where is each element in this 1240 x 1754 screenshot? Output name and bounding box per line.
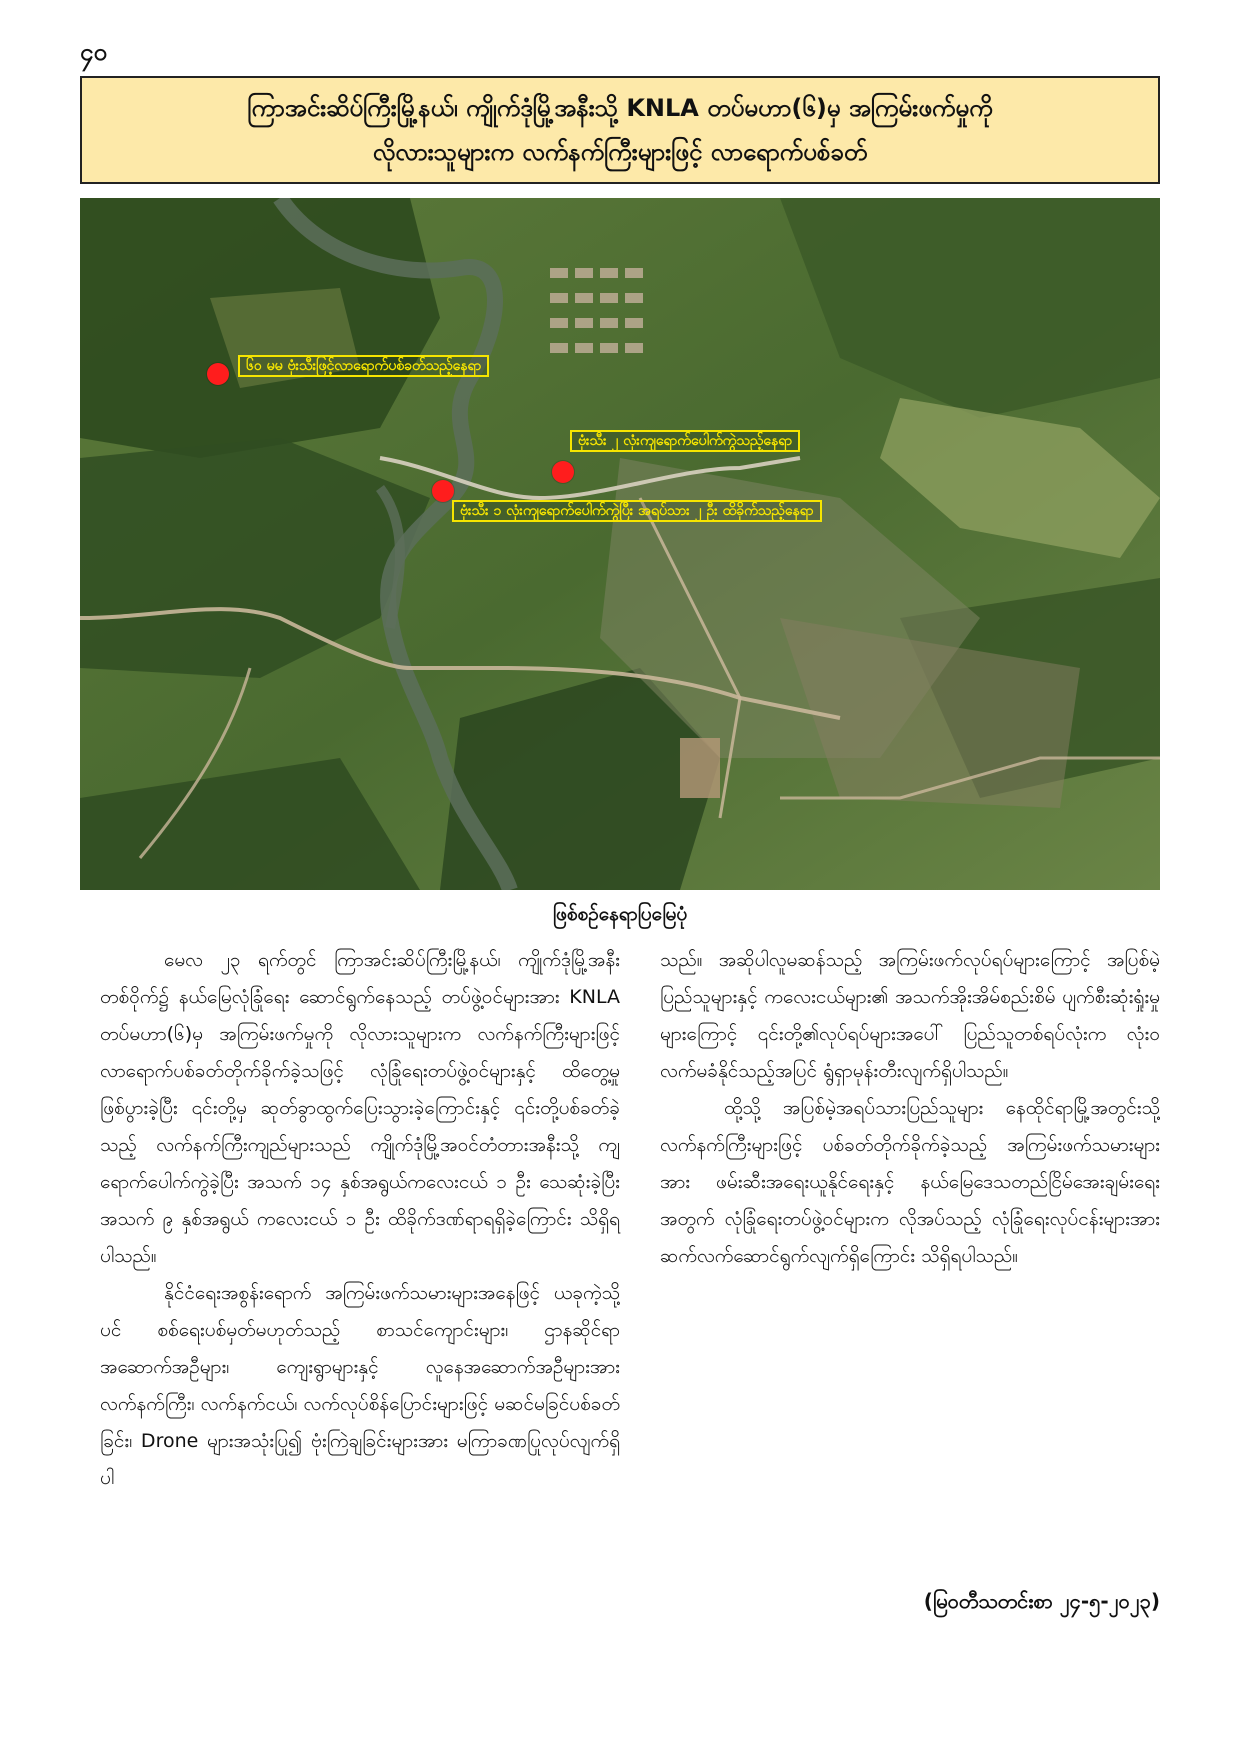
map-imagery (80, 198, 1160, 890)
article-column-right (660, 942, 1160, 1275)
article-paragraph: နိုင်ငံရေးအစွန်းရောက် အကြမ်းဖက်သမားများအနေဖြင့် ယခုကဲ့သို့ပင် စစ်ရေးပစ်မှတ်မဟုတ်သည့် စာသင်ကျောင်းများ၊ ဌာနဆိုင်ရာအဆောက်အဦများ၊ ကျေးရွာများနှင့် လူနေအဆောက်အဦများအား လက်နက်ကြီး၊ လက်နက်ငယ်၊ လက်လုပ်စိန်ပြောင်းများဖြင့် မဆင်မခြင်ပစ်ခတ်ခြင်း၊ Drone များအသုံးပြု၍ ဗုံးကြဲချခြင်းများအား မကြာခဏပြုလုပ်လျက်ရှိပါ (100, 1282, 620, 1489)
headline-line-2: လိုလားသူများက လက်နက်ကြီးများဖြင့် လာရောက်ပစ်ခတ် (372, 138, 868, 166)
article-paragraph: သည်။ အဆိုပါလူမဆန်သည့် အကြမ်းဖက်လုပ်ရပ်များကြောင့် အပြစ်မဲ့ပြည်သူများနှင့် ကလေးငယ်များ၏ အသက်အိုးအိမ်စည်းစိမ် ပျက်စီးဆုံးရှုံးမှုများကြောင့် ၎င်းတို့၏လုပ်ရပ်များအပေါ် ပြည်သူတစ်ရပ်လုံးက လုံးဝလက်မခံနိုင်သည့်အပြင် ရွံရှာမုန်းတီးလျက်ရှိပါသည်။ (660, 949, 1160, 1082)
label-two-shells-site: ဗုံးသီး ၂ လုံးကျရောက်ပေါက်ကွဲသည့်နေရာ (570, 430, 800, 452)
page-number: ၄၀ (80, 38, 107, 66)
headline-line-1: ကြာအင်းဆိပ်ကြီးမြို့နယ်၊ ကျိုက်ဒုံမြို့အနီးသို့ KNLA တပ်မဟာ(၆)မှ အကြမ်းဖက်မှုကို (247, 94, 993, 122)
map-caption: ဖြစ်စဉ်နေရာပြမြေပုံ (552, 903, 688, 925)
headline-box (80, 76, 1160, 184)
marker-one-shell-casualty-site (432, 480, 454, 502)
label-mortar-launch-site: ၆၀ မမ ဗုံးသီးဖြင့်လာရောက်ပစ်ခတ်သည့်နေရာ (238, 355, 489, 377)
label-one-shell-casualty-site: ဗုံးသီး ၁ လုံးကျရောက်ပေါက်ကွဲပြီး အရပ်သား ၂ ဦး ထိခိုက်သည့်နေရာ (452, 500, 822, 522)
article-paragraph: မေလ ၂၃ ရက်တွင် ကြာအင်းဆိပ်ကြီးမြို့နယ်၊ ကျိုက်ဒုံမြို့အနီးတစ်ဝိုက်၌ နယ်မြေလုံခြုံရေး ဆောင်ရွက်နေသည့် တပ်ဖွဲ့ဝင်များအား KNLA တပ်မဟာ(၆)မှ အကြမ်းဖက်မှုကို လိုလားသူများက လက်နက်ကြီးများဖြင့် လာရောက်ပစ်ခတ်တိုက်ခိုက်ခဲ့သဖြင့် လုံခြုံရေးတပ်ဖွဲ့ဝင်များနှင့် ထိတွေ့မှုဖြစ်ပွားခဲ့ပြီး ၎င်းတို့မှ ဆုတ်ခွာထွက်ပြေးသွားခဲ့ကြောင်းနှင့် ၎င်းတို့ပစ်ခတ်ခဲ့သည့် လက်နက်ကြီးကျည်များသည် ကျိုက်ဒုံမြို့အဝင်တံတားအနီးသို့ ကျရောက်ပေါက်ကွဲခဲ့ပြီး အသက် ၁၄ နှစ်အရွယ်ကလေးငယ် ၁ ဦး သေဆုံးခဲ့ပြီး အသက် ၉ နှစ်အရွယ် ကလေးငယ် ၁ ဦး ထိခိုက်ဒဏ်ရာရရှိခဲ့ကြောင်း သိရှိရပါသည်။ (100, 949, 620, 1267)
satellite-map (80, 198, 1160, 890)
marker-mortar-launch-site (207, 363, 229, 385)
source-citation: (မြဝတီသတင်းစာ ၂၄-၅-၂၀၂၃) (923, 1589, 1160, 1613)
article-column-left (100, 942, 620, 1497)
marker-two-shells-site (552, 461, 574, 483)
article-paragraph: ထို့သို့ အပြစ်မဲ့အရပ်သားပြည်သူများ နေထိုင်ရာမြို့အတွင်းသို့ လက်နက်ကြီးများဖြင့် ပစ်ခတ်တိုက်ခိုက်ခဲ့သည့် အကြမ်းဖက်သမားများအား ဖမ်းဆီးအရေးယူနိုင်ရေးနှင့် နယ်မြေဒေသတည်ငြိမ်အေးချမ်းရေးအတွက် လုံခြုံရေးတပ်ဖွဲ့ဝင်များက လိုအပ်သည့် လုံခြုံရေးလုပ်ငန်းများအား ဆက်လက်ဆောင်ရွက်လျက်ရှိကြောင်း သိရှိရပါသည်။ (660, 1097, 1160, 1267)
